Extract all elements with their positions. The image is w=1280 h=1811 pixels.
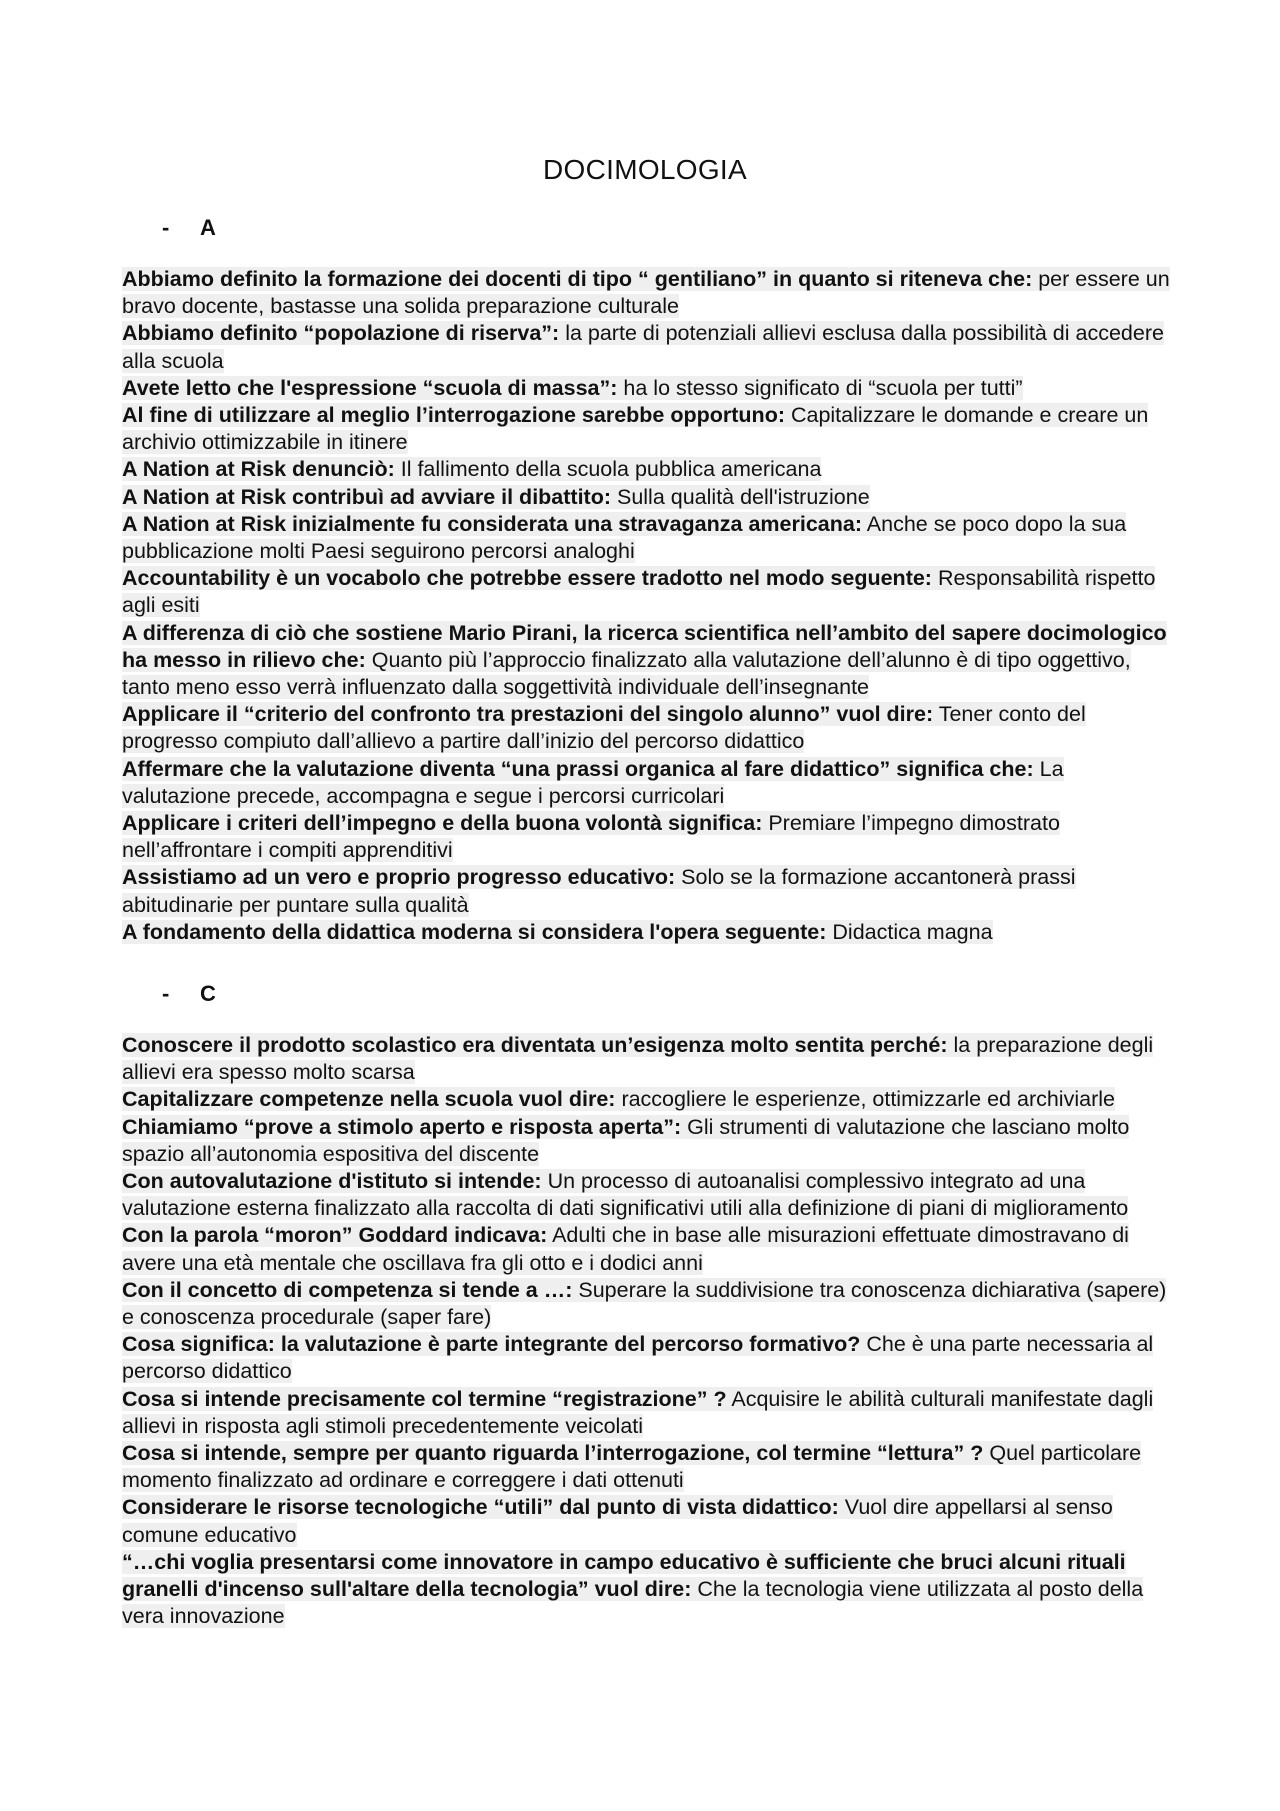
answer: raccogliere le esperienze, ottimizzarle ed archiviarle: [621, 1087, 1115, 1112]
question: A differenza di ciò che sostiene Mario Pirani, la ricerca scientifica nell’ambito del sapere docimologico ha messo in rilievo che:: [122, 620, 1167, 672]
answer: Responsabilità rispetto agli esiti: [122, 566, 1156, 618]
section-letter: A: [200, 215, 216, 240]
question: Assistiamo ad un vero e proprio progresso educativo:: [122, 865, 676, 890]
question: Abbiamo definito la formazione dei docenti di tipo “ gentiliano” in quanto si riteneva che:: [122, 267, 1033, 291]
question: Con la parola “moron” Goddard indicava:: [122, 1223, 548, 1248]
answer: Che è una parte necessaria al percorso didattico: [122, 1332, 1154, 1384]
answer: Tener conto del progresso compiuto dall’allievo a partire dall’inizio del percorso didattico: [122, 702, 1086, 754]
qa-entry: [122, 701, 1170, 755]
answer: Sulla qualità dell'istruzione: [616, 484, 870, 509]
question: A Nation at Risk denunciò:: [122, 457, 395, 482]
question: Abbiamo definito “popolazione di riserva”:: [122, 321, 560, 346]
qa-entry: [122, 375, 1170, 402]
qa-entry: [122, 1277, 1170, 1331]
answer: Acquisire le abilità culturali manifestate dagli allievi in risposta agli stimoli precedentemente veicolati: [122, 1386, 1154, 1438]
question: Al fine di utilizzare al meglio l’interrogazione sarebbe opportuno:: [122, 403, 785, 428]
qa-entry: [122, 1386, 1170, 1440]
answer: Didactica magna: [832, 919, 993, 944]
qa-entry: [122, 402, 1170, 456]
qa-entry: [122, 1331, 1170, 1385]
question: Considerare le risorse tecnologiche “utili” dal punto di vista didattico:: [122, 1495, 839, 1520]
answer: la preparazione degli allievi era spesso molto scarsa: [122, 1033, 1154, 1085]
qa-entry: [122, 266, 1170, 320]
question: A fondamento della didattica moderna si considera l'opera seguente:: [122, 919, 827, 944]
qa-entry: [122, 320, 1170, 374]
qa-entry: [122, 810, 1170, 864]
answer: Vuol dire appellarsi al senso comune educativo: [122, 1495, 1113, 1547]
section-heading-a: [162, 214, 216, 242]
answer: per essere un bravo docente, bastasse una solida preparazione culturale: [122, 267, 1170, 319]
section-heading-c: [162, 980, 216, 1008]
qa-entry: [122, 1549, 1170, 1631]
answer: ha lo stesso significato di “scuola per tutti”: [623, 375, 1023, 400]
answer: Capitalizzare le domande e creare un archivio ottimizzabile in itinere: [122, 403, 1149, 455]
qa-entry: [122, 1440, 1170, 1494]
answer: Quanto più l’approccio finalizzato alla valutazione dell’alunno è di tipo oggettivo, tanto meno esso verrà influenzato dalla soggettività individuale dell’insegnante: [122, 647, 1131, 700]
list-dash: -: [162, 981, 170, 1006]
answer: Anche se poco dopo la sua pubblicazione molti Paesi seguirono percorsi analoghi: [122, 511, 1127, 564]
question: A Nation at Risk contribuì ad avviare il dibattito:: [122, 484, 611, 509]
section-c-entries: [122, 1032, 1170, 1630]
section-letter: C: [200, 981, 216, 1006]
list-dash: -: [162, 215, 170, 240]
qa-entry: [122, 1086, 1170, 1113]
document-title: DOCIMOLOGIA: [543, 154, 747, 185]
question: Accountability è un vocabolo che potrebbe essere tradotto nel modo seguente:: [122, 566, 932, 591]
qa-entry: [122, 565, 1170, 619]
qa-entry: [122, 620, 1170, 702]
answer: la parte di potenziali allievi esclusa dalla possibilità di accedere alla scuola: [122, 321, 1164, 373]
question: Affermare che la valutazione diventa “una prassi organica al fare didattico” significa che:: [122, 756, 1034, 781]
question: Cosa si intende precisamente col termine “registrazione” ?: [122, 1386, 727, 1411]
answer: Adulti che in base alle misurazioni effettuate dimostravano di avere una età mentale che oscillava fra gli otto e i dodici anni: [122, 1223, 1129, 1275]
question: Cosa si intende, sempre per quanto riguarda l’interrogazione, col termine “lettura” ?: [122, 1441, 984, 1466]
question: Con autovalutazione d'istituto si intende:: [122, 1169, 542, 1194]
answer: Solo se la formazione accantonerà prassi abitudinarie per puntare sulla qualità: [122, 865, 1076, 917]
qa-entry: [122, 919, 1170, 946]
qa-entry: [122, 756, 1170, 810]
answer: Superare la suddivisione tra conoscenza dichiarativa (sapere) e conoscenza procedurale (saper fare): [122, 1277, 1167, 1330]
question: Con il concetto di competenza si tende a …:: [122, 1277, 573, 1302]
question: Capitalizzare competenze nella scuola vuol dire:: [122, 1087, 616, 1112]
qa-entry: [122, 456, 1170, 483]
answer: Il fallimento della scuola pubblica americana: [400, 457, 822, 482]
question: A Nation at Risk inizialmente fu considerata una stravaganza americana:: [122, 511, 862, 536]
question: Applicare i criteri dell’impegno e della buona volontà significa:: [122, 811, 763, 836]
question: “…chi voglia presentarsi come innovatore in campo educativo è sufficiente che bruci alcuni rituali granelli d'incenso sull'altare della tecnologia” vuol dire:: [122, 1549, 1126, 1602]
answer: Quel particolare momento finalizzato ad ordinare e correggere i dati ottenuti: [122, 1441, 1142, 1493]
qa-entry: [122, 511, 1170, 565]
answer: Premiare l’impegno dimostrato nell’affrontare i compiti apprenditivi: [122, 811, 1060, 863]
question: Chiamiamo “prove a stimolo aperto e risposta aperta”:: [122, 1114, 682, 1139]
qa-entry: [122, 1494, 1170, 1548]
answer: Un processo di autoanalisi complessivo integrato ad una valutazione esterna finalizzato alla raccolta di dati significativi utili alla definizione di piani di miglioramento: [122, 1169, 1129, 1221]
qa-entry: [122, 864, 1170, 918]
qa-entry: [122, 1222, 1170, 1276]
question: Avete letto che l'espressione “scuola di massa”:: [122, 375, 618, 400]
qa-entry: [122, 1032, 1170, 1086]
answer: La valutazione precede, accompagna e segue i percorsi curricolari: [122, 756, 1064, 808]
question: Cosa significa: la valutazione è parte integrante del percorso formativo?: [122, 1332, 861, 1357]
section-a-entries: [122, 266, 1170, 946]
qa-entry: [122, 1168, 1170, 1222]
answer: Che la tecnologia viene utilizzata al posto della vera innovazione: [122, 1577, 1144, 1629]
qa-entry: [122, 484, 1170, 511]
question: Applicare il “criterio del confronto tra prestazioni del singolo alunno” vuol dire:: [122, 702, 934, 727]
qa-entry: [122, 1114, 1170, 1168]
answer: Gli strumenti di valutazione che lasciano molto spazio all’autonomia espositiva del discente: [122, 1114, 1130, 1166]
question: Conoscere il prodotto scolastico era diventata un’esigenza molto sentita perché:: [122, 1033, 948, 1057]
